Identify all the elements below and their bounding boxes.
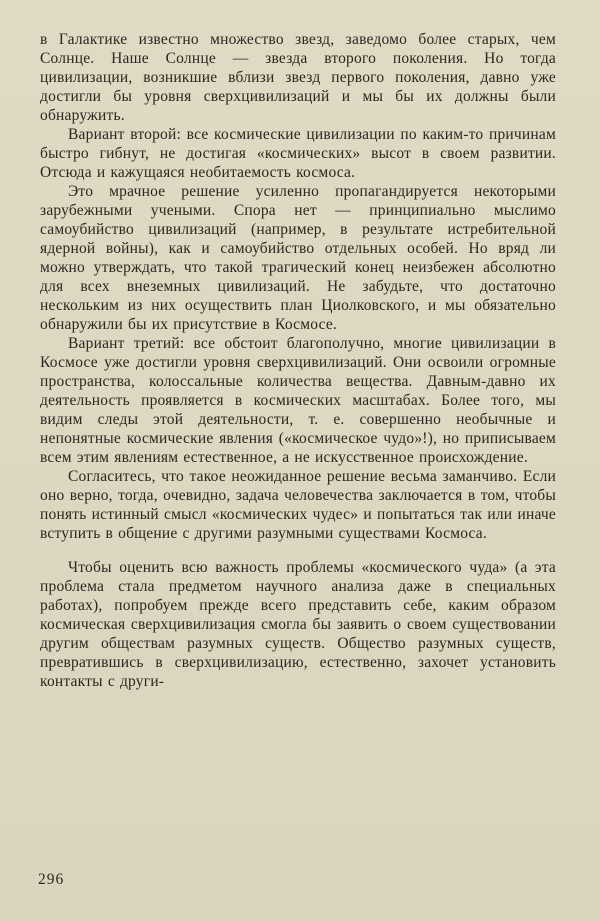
- paragraph-1: в Галактике известно множество звезд, заведомо более старых, чем Солнце. Наше Солнце — звезда второго поколения. Но тогда цивилизации, возникшие вблизи звезд первого поколения, давно уже достигли бы уровня сверхцивилизаций и мы бы их должны были обнаружить.: [40, 31, 556, 124]
- paragraph-3: Это мрачное решение усиленно пропагандируется некоторыми зарубежными учеными. Спора нет — принципиально мыслимо самоубийство цивилизаций (например, в результате истребительной ядерной войны), как и самоубийство отдельных особей. Но вряд ли можно утверждать, что такой трагический конец неизбежен абсолютно для всех внеземных цивилизаций. Не забудьте, что достаточно нескольким из них осуществить план Циолковского, и мы обязательно обнаружили бы их присутствие в Космосе.: [40, 183, 556, 333]
- paragraph-5: Согласитесь, что такое неожиданное решение весьма заманчиво. Если оно верно, тогда, очевидно, задача человечества заключается в том, чтобы понять истинный смысл «космических чудес» и попытаться так или иначе вступить в общение с другими разумными существами Космоса.: [40, 468, 556, 542]
- text-block: [40, 30, 556, 691]
- page-number: 296: [38, 871, 65, 888]
- paragraph-2: Вариант второй: все космические цивилизации по каким-то причинам быстро гибнут, не достигая «космических» высот в своем развитии. Отсюда и кажущаяся необитаемость космоса.: [40, 126, 556, 181]
- paragraph-6: Чтобы оценить всю важность проблемы «космического чуда» (а эта проблема стала предметом научного анализа даже в специальных работах), попробуем прежде всего представить себе, каким образом космическая сверхцивилизация смогла бы заявить о своем существовании другим обществам разумных существ. Общество разумных существ, превратившись в сверхцивилизацию, естественно, захочет установить контакты с други-: [40, 559, 556, 690]
- paragraph-4: Вариант третий: все обстоит благополучно, многие цивилизации в Космосе уже достигли уровня сверхцивилизаций. Они освоили огромные пространства, колоссальные количества вещества. Давным-давно их деятельность проявляется в космических масштабах. Более того, мы видим следы этой деятельности, т. е. совершенно необычные и непонятные космические явления («космическое чудо»!), но приписываем всем этим явлениям естественное, а не искусственное происхождение.: [40, 335, 556, 466]
